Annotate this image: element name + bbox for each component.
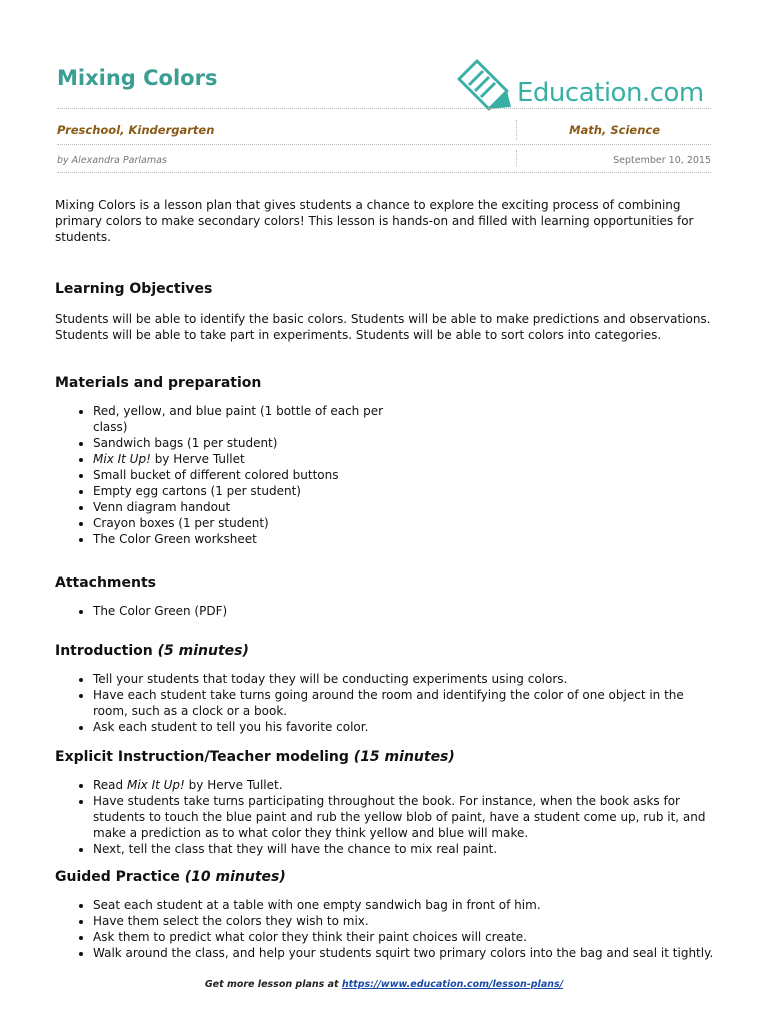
introduction-list [55,671,715,735]
item-text: Read [93,778,127,792]
list-item: • Have them select the colors they wish to mix. [93,913,715,929]
explicit-instruction-list [55,777,715,857]
materials-heading: Materials and preparation [55,375,262,391]
header-divider-top [57,108,711,109]
book-author: by Herve Tullet [150,452,245,466]
list-item: • Venn diagram handout [93,499,413,515]
page-title: Mixing Colors [57,66,218,90]
list-item: • The Color Green worksheet [93,531,413,547]
list-item: • Walk around the class, and help your students squirt two primary colors into the bag and seal it tightly. [93,945,715,961]
list-item [93,777,715,793]
list-item: • Red, yellow, and blue paint (1 bottle of each per class) [93,403,413,435]
footer-text: Get more lesson plans at [204,979,342,990]
introduction-heading [55,642,715,660]
attachments-heading: Attachments [55,575,157,591]
guided-practice-heading [55,868,715,886]
publish-date: September 10, 2015 [613,155,711,166]
list-item: • Crayon boxes (1 per student) [93,515,413,531]
education-com-logo[interactable] [455,55,715,115]
intro-paragraph: Mixing Colors is a lesson plan that gives students a chance to explore the exciting process of combining primary colors to make secondary colors! This lesson is hands-on and filled with learning opportunities for students. [55,198,694,244]
author: by Alexandra Parlamas [57,155,167,166]
book-title: Mix It Up! [93,452,151,466]
explicit-instruction-heading [55,748,715,766]
pencil-book-icon [455,55,515,115]
section-title: Introduction [55,643,153,659]
grade-level: Preschool, Kindergarten [57,123,215,137]
guided-practice-list [55,897,715,961]
item-text: by Herve Tullet. [184,778,283,792]
section-duration: (15 minutes) [353,749,455,765]
book-title: Mix It Up! [126,778,185,792]
footer [0,979,768,990]
section-title: Guided Practice [55,869,180,885]
list-item: • Have each student take turns going around the room and identifying the color of one object in the room, such as a clock or a book. [93,687,715,719]
subject: Math, Science [569,123,660,137]
section-duration: (5 minutes) [157,643,249,659]
section-title: Explicit Instruction/Teacher modeling [55,749,349,765]
list-item: • Empty egg cartons (1 per student) [93,483,413,499]
section-duration: (10 minutes) [184,869,286,885]
lesson-body [55,197,715,961]
list-item [93,451,413,467]
list-item: • Next, tell the class that they will have the chance to mix real paint. [93,841,715,857]
logo-wordmark: Education.com [517,78,704,108]
header-column-separator [516,120,517,140]
header-divider-middle [57,144,711,145]
list-item: • Have students take turns participating throughout the book. For instance, when the book asks for students to touch the blue paint and rub the yellow blob of paint, have a student come up, rub it, and make a prediction as to what color they think yellow and blue will make. [93,793,715,841]
attachments-list [55,603,715,619]
list-item: • Small bucket of different colored buttons [93,467,413,483]
materials-list [55,403,413,547]
learning-objectives-text: Students will be able to identify the basic colors. Students will be able to make predictions and observations. Students will be able to take part in experiments. Students will be able to sort colors into categories. [55,312,711,342]
lesson-plans-link[interactable]: https://www.education.com/lesson-plans/ [341,979,564,990]
attachment-link[interactable]: • The Color Green (PDF) [93,603,715,619]
list-item: • Seat each student at a table with one empty sandwich bag in front of him. [93,897,715,913]
list-item: • Tell your students that today they will be conducting experiments using colors. [93,671,715,687]
list-item: • Sandwich bags (1 per student) [93,435,413,451]
header-column-separator [516,150,517,166]
list-item: • Ask each student to tell you his favorite color. [93,719,715,735]
header-divider-bottom [57,172,711,173]
list-item: • Ask them to predict what color they think their paint choices will create. [93,929,715,945]
learning-objectives-heading: Learning Objectives [55,281,213,297]
